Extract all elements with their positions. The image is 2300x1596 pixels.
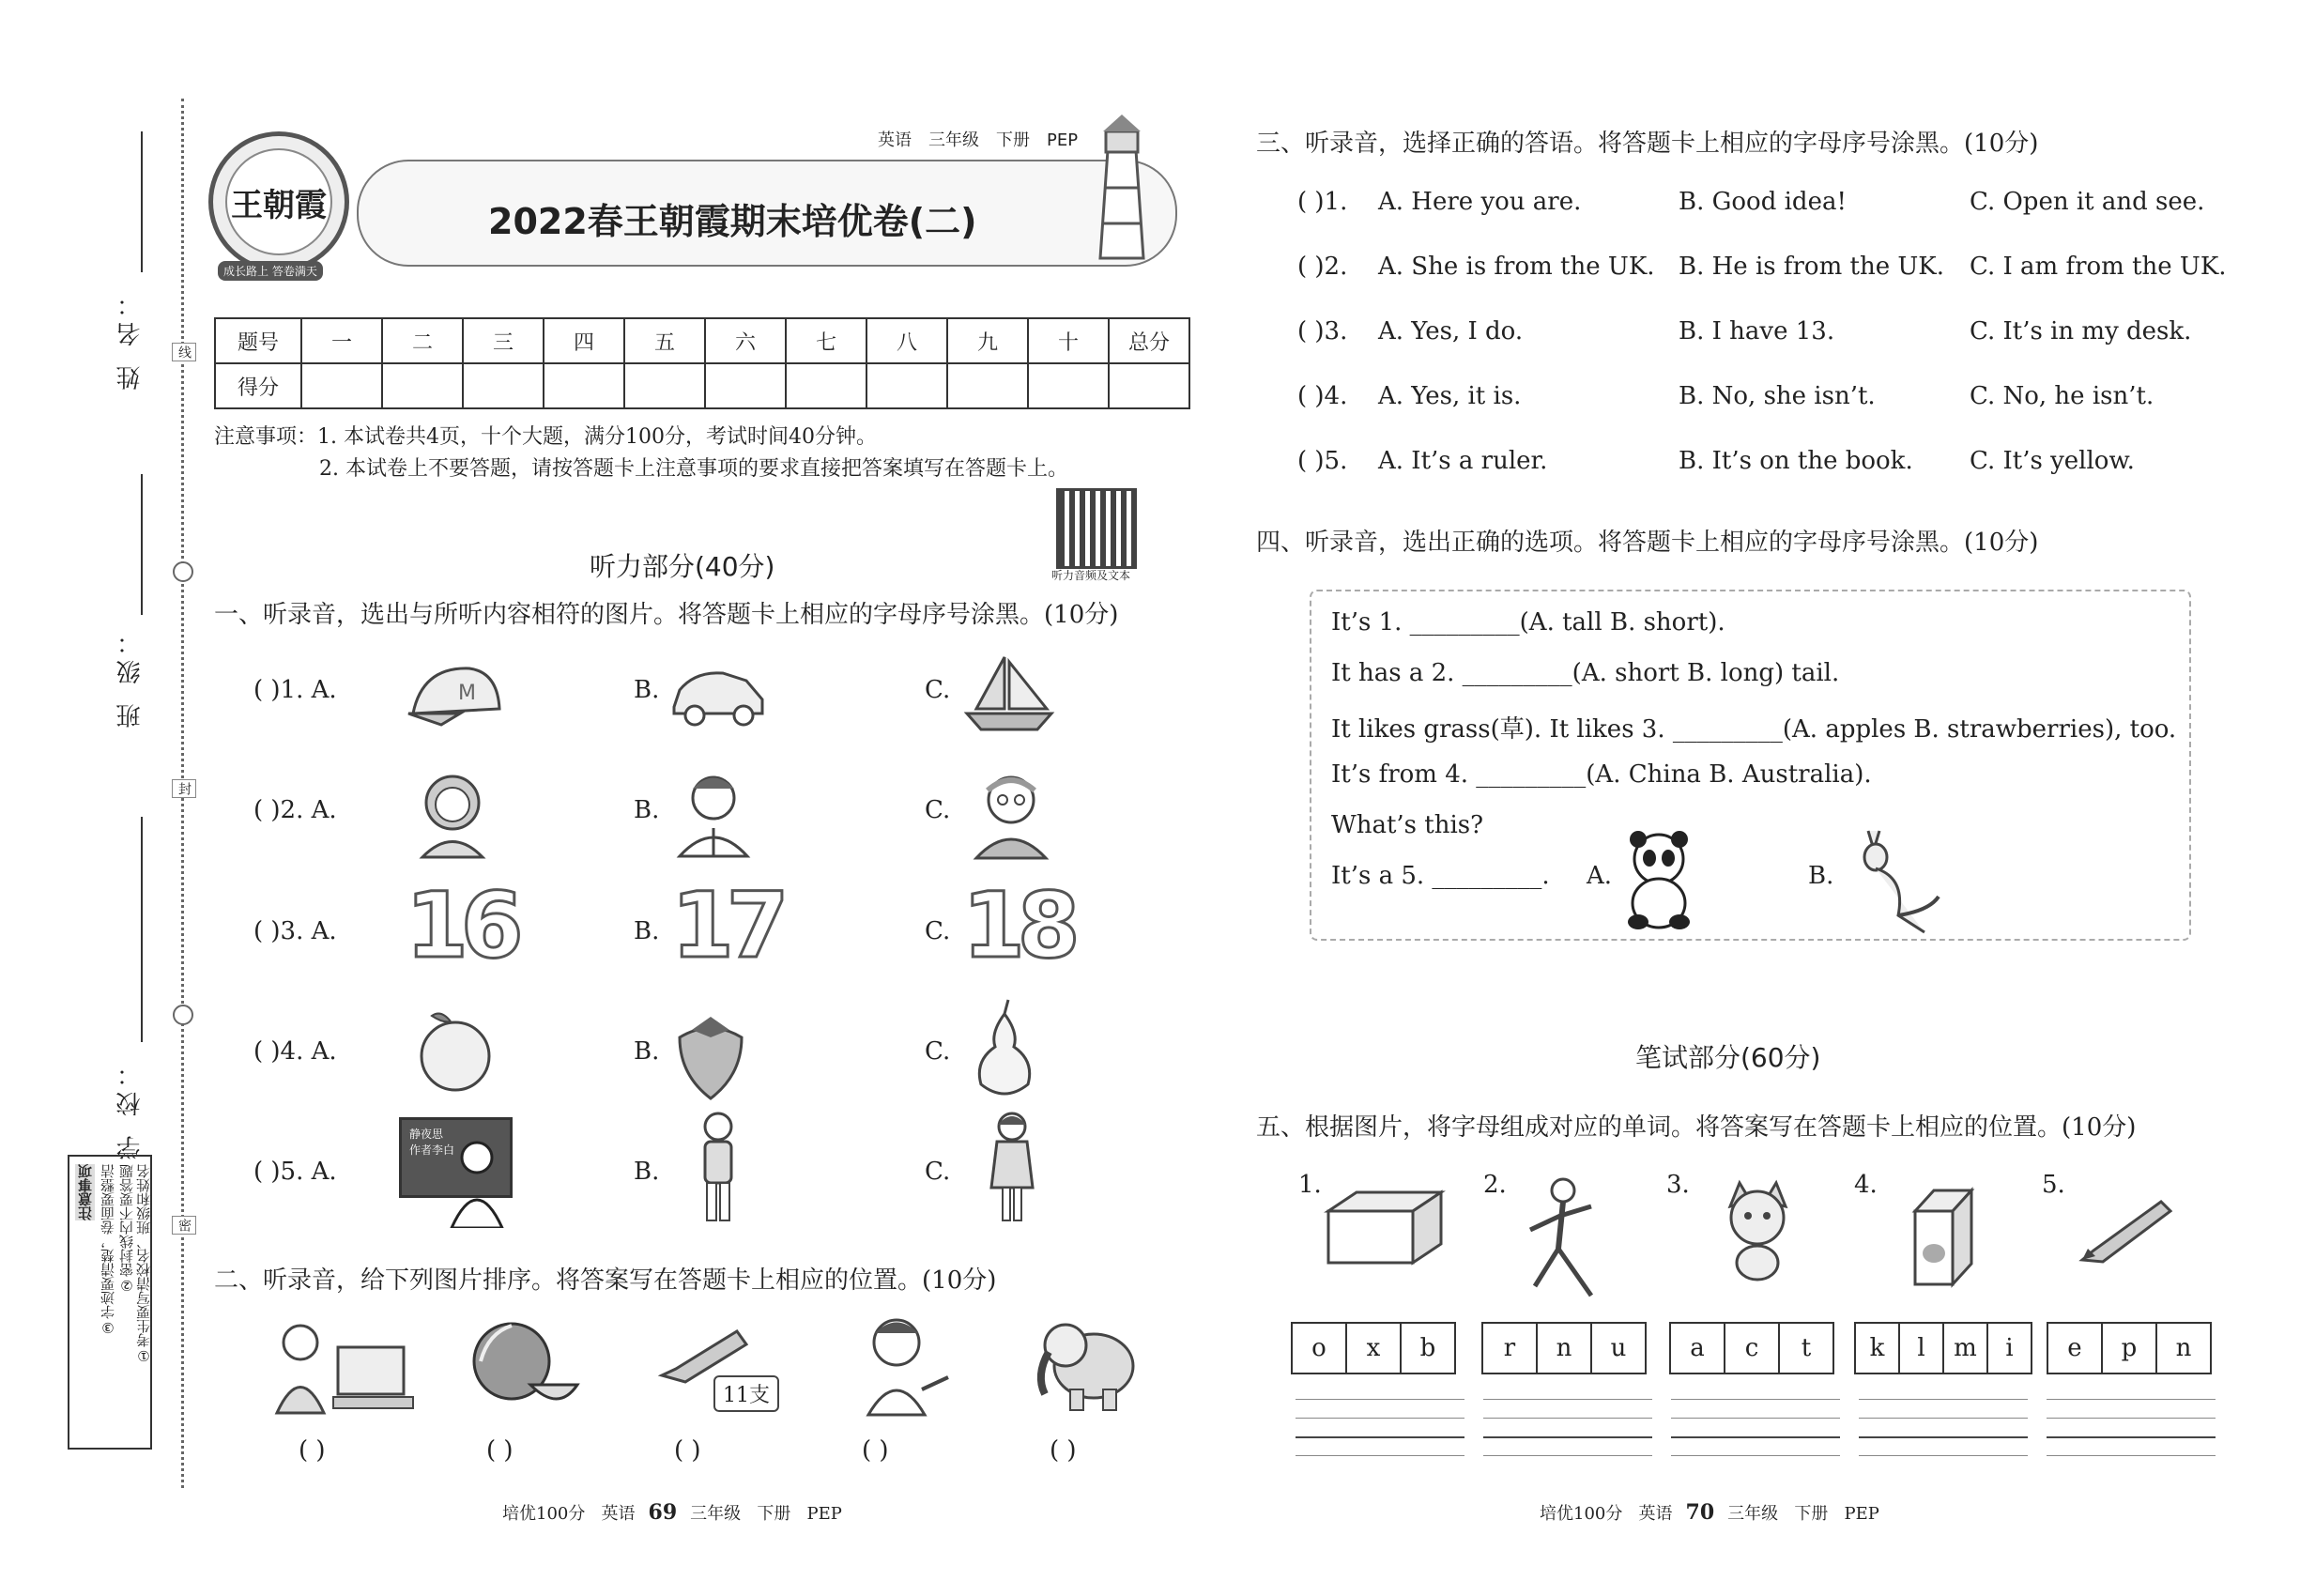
sec5-title — [1256, 1108, 2136, 1143]
sec5-q3-letters — [1669, 1322, 1834, 1374]
binding-hole — [173, 1005, 193, 1025]
qr-code-icon[interactable] — [1056, 488, 1137, 569]
letter-tile: t — [1779, 1323, 1833, 1373]
cat-image[interactable] — [1713, 1178, 1802, 1281]
score-cell[interactable] — [544, 363, 624, 408]
writing-line[interactable] — [1483, 1455, 1652, 1456]
sec2-score: (10分) — [922, 1266, 997, 1295]
sec2-answer-bracket[interactable]: ( ) — [1050, 1436, 1077, 1465]
footer-book: 培优100分 — [1540, 1504, 1623, 1524]
writing-line[interactable] — [2047, 1418, 2216, 1419]
score-table-score-row — [215, 363, 1189, 408]
letter-tile: k — [1855, 1323, 1899, 1373]
score-cell[interactable] — [301, 363, 382, 408]
sec3-q2-option-b[interactable]: B. He is from the UK. — [1679, 253, 1944, 281]
footer-grade: 三年级 — [1727, 1504, 1779, 1524]
milk-image[interactable] — [1901, 1183, 1986, 1291]
sec5-q3-number: 3. — [1666, 1171, 1690, 1199]
teacher-board-text: 静夜思 作者李白 — [409, 1128, 455, 1157]
binding-tag-feng: 封 — [172, 779, 196, 798]
letter-tile: i — [1987, 1323, 2032, 1373]
meta-grade: 三年级 — [928, 130, 979, 150]
footer-volume: 下册 — [757, 1504, 791, 1524]
box-image[interactable] — [1319, 1188, 1446, 1267]
footer-book: 培优100分 — [502, 1504, 586, 1524]
sec3-q1-option-c[interactable]: C. Open it and see. — [1970, 188, 2205, 216]
notes-line-1: 注意事项：1. 本试卷共4页，十个大题，满分100分，考试时间40分钟。 — [214, 425, 877, 449]
notice-title: 注意事项 — [77, 1164, 94, 1220]
sec1-title-text: 一、听录音，选出与所听内容相符的图片。将答题卡上相应的字母序号涂黑。 — [214, 601, 1045, 629]
writing-line[interactable] — [1671, 1418, 1840, 1419]
written-part-title: 笔试部分(60分) — [1635, 1042, 1821, 1073]
writing-line[interactable] — [1483, 1418, 1652, 1419]
writing-line[interactable] — [2047, 1399, 2216, 1400]
class-label: 班 级： — [116, 624, 145, 729]
class-blank[interactable] — [141, 474, 143, 615]
sec3-score: (10分) — [1964, 130, 2039, 158]
sec4-line-6[interactable]: It’s a 5. _________. — [1331, 862, 1550, 890]
sec5-q1-letters — [1291, 1322, 1456, 1374]
score-cell[interactable] — [382, 363, 463, 408]
binding-hole — [173, 561, 193, 582]
score-table-cell: 题号 — [215, 318, 301, 363]
binding-notice-box — [68, 1155, 152, 1450]
grandpa-image[interactable] — [967, 762, 1056, 861]
brand-logo — [208, 131, 349, 272]
teacher-image[interactable] — [399, 1117, 513, 1198]
lighthouse-icon — [1080, 113, 1164, 263]
sec4-line-2[interactable]: It has a 2. _________(A. short B. long) tail. — [1331, 659, 1840, 687]
sec1-title — [214, 595, 1118, 630]
score-cell[interactable] — [866, 363, 947, 408]
pear-image[interactable] — [967, 995, 1042, 1103]
sec3-q1-option-b[interactable]: B. Good idea! — [1679, 188, 1847, 216]
score-table-cell: 七 — [786, 318, 866, 363]
sec3-q3-number[interactable]: ( )3. — [1297, 317, 1348, 345]
sec3-q4-option-b[interactable]: B. No, she isn’t. — [1679, 382, 1876, 410]
car-image[interactable] — [667, 662, 770, 728]
letter-tile: l — [1899, 1323, 1943, 1373]
footer-subject: 英语 — [601, 1504, 636, 1524]
elephant-image[interactable] — [1028, 1310, 1141, 1413]
meta-subject: 英语 — [878, 130, 912, 150]
score-table-cell: 总分 — [1109, 318, 1189, 363]
score-cell[interactable] — [1109, 363, 1189, 408]
boy-pointing-image[interactable] — [854, 1310, 958, 1418]
notice-line: ②密封线内不要答题 — [118, 1164, 135, 1294]
logo-text: 王朝霞 — [225, 148, 332, 255]
writing-line[interactable] — [1296, 1399, 1464, 1400]
sec5-title-text: 五、根据图片，将字母组成对应的单词。将答案写在答题卡上相应的位置。 — [1256, 1113, 2062, 1142]
letter-tile: m — [1943, 1323, 1987, 1373]
cap-image[interactable] — [404, 657, 507, 732]
writing-line[interactable] — [1671, 1455, 1840, 1456]
sec3-title-text: 三、听录音，选择正确的答语。将答题卡上相应的字母序号涂黑。 — [1256, 130, 1965, 158]
notice-line: ①考生要写清校名、班级和姓名 — [135, 1164, 152, 1364]
sec5-q5-number: 5. — [2042, 1171, 2065, 1199]
sec3-q1-option-a[interactable]: A. Here you are. — [1378, 188, 1582, 216]
letter-tile: a — [1670, 1323, 1725, 1373]
sec1-q1-number: ( )1. A. — [253, 676, 337, 704]
letter-tile: n — [2156, 1323, 2211, 1373]
footer-edition: PEP — [1844, 1504, 1879, 1524]
writing-line[interactable] — [1671, 1436, 1840, 1438]
sec5-q1-number: 1. — [1298, 1171, 1322, 1199]
score-cell[interactable] — [624, 363, 705, 408]
page-title: 2022春王朝霞期末培优卷(二) — [488, 201, 977, 242]
crayon-count-label: 11支 — [713, 1375, 779, 1412]
school-blank[interactable] — [141, 817, 143, 1042]
sec4-line-5: What’s this? — [1331, 811, 1484, 839]
letter-tile: b — [1401, 1323, 1455, 1373]
writing-line[interactable] — [1859, 1436, 2028, 1438]
boy-image[interactable] — [690, 1108, 746, 1230]
meta-line — [878, 127, 1095, 151]
sec3-q2-option-a[interactable]: A. She is from the UK. — [1378, 253, 1655, 281]
sec1-q1-c-label: C. — [925, 676, 951, 704]
man-image[interactable] — [667, 762, 760, 861]
sec1-q5-number: ( )5. A. — [253, 1158, 337, 1186]
score-table-cell: 二 — [382, 318, 463, 363]
score-table — [214, 317, 1190, 409]
sec2-title — [214, 1261, 996, 1296]
sec5-q4-letters — [1854, 1322, 2032, 1374]
writing-line[interactable] — [2047, 1455, 2216, 1456]
writing-line[interactable] — [1296, 1455, 1464, 1456]
writing-line[interactable] — [1859, 1455, 2028, 1456]
sec4-score: (10分) — [1964, 529, 2039, 557]
sec4-line-4[interactable]: It’s from 4. _________(A. China B. Australia). — [1331, 760, 1872, 789]
sec3-q2-number[interactable]: ( )2. — [1297, 253, 1348, 281]
qr-caption: 听力音频及文本 — [1051, 569, 1131, 582]
score-cell[interactable] — [463, 363, 544, 408]
school-label: 学 校： — [116, 1056, 145, 1160]
score-table-cell: 一 — [301, 318, 382, 363]
sec2-answer-bracket[interactable]: ( ) — [674, 1436, 701, 1465]
sec3-q2-option-c[interactable]: C. I am from the UK. — [1970, 253, 2227, 281]
footer-subject: 英语 — [1638, 1504, 1673, 1524]
number-17-image[interactable]: 17 — [671, 873, 782, 978]
sec5-q2-letters — [1481, 1322, 1647, 1374]
watermelon-image[interactable] — [469, 1314, 582, 1413]
footer-right — [1540, 1500, 1879, 1525]
sec1-q2-b-label: B. — [634, 796, 660, 824]
sec1-q5-c-label: C. — [925, 1158, 951, 1186]
sec1-q2-c-label: C. — [925, 796, 951, 824]
binding-tag-mi: 密 — [172, 1216, 196, 1235]
strawberry-image[interactable] — [668, 1009, 753, 1103]
footer-volume: 下册 — [1794, 1504, 1829, 1524]
score-table-cell: 八 — [866, 318, 947, 363]
pen-image[interactable] — [2075, 1192, 2178, 1267]
sec2-answer-bracket[interactable]: ( ) — [862, 1436, 889, 1465]
sec3-q5-option-a[interactable]: A. It’s a ruler. — [1378, 447, 1548, 475]
letter-tile: e — [2047, 1323, 2102, 1373]
sec1-q2-number: ( )2. A. — [253, 796, 337, 824]
score-table-cell: 六 — [705, 318, 786, 363]
writing-line[interactable] — [1859, 1418, 2028, 1419]
writing-line[interactable] — [1296, 1418, 1464, 1419]
writing-line[interactable] — [1859, 1399, 2028, 1400]
sec1-q4-number: ( )4. A. — [253, 1037, 337, 1066]
sec1-q1-b-label: B. — [634, 676, 660, 704]
sec1-q3-b-label: B. — [634, 917, 660, 945]
kangaroo-image[interactable] — [1840, 821, 1943, 939]
score-table-cell: 得分 — [215, 363, 301, 408]
score-cell[interactable] — [786, 363, 866, 408]
sec1-q5-b-label: B. — [634, 1158, 660, 1186]
sec5-q5-letters — [2047, 1322, 2212, 1374]
sec3-q5-option-c[interactable]: C. It’s yellow. — [1970, 447, 2135, 475]
score-cell[interactable] — [1028, 363, 1109, 408]
sec1-score: (10分) — [1044, 601, 1119, 629]
letter-tile: n — [1537, 1323, 1591, 1373]
name-label: 姓 名： — [116, 286, 145, 391]
name-blank[interactable] — [141, 131, 143, 272]
letter-tile: o — [1292, 1323, 1346, 1373]
letter-tile: r — [1482, 1323, 1537, 1373]
sec4-line-3[interactable]: It likes grass(草). It likes 3. _________(A. apples B. strawberries), too. — [1331, 715, 2177, 744]
boat-image[interactable] — [962, 652, 1056, 737]
sec3-q4-option-c[interactable]: C. No, he isn’t. — [1970, 382, 2154, 410]
sec3-q3-option-b[interactable]: B. I have 13. — [1679, 317, 1835, 345]
sec3-q3-option-c[interactable]: C. It’s in my desk. — [1970, 317, 2192, 345]
score-cell[interactable] — [705, 363, 786, 408]
sec3-q3-option-a[interactable]: A. Yes, I do. — [1378, 317, 1524, 345]
score-table-header-row — [215, 318, 1189, 363]
sec2-answer-bracket[interactable]: ( ) — [299, 1436, 326, 1465]
sec1-q3-c-label: C. — [925, 917, 951, 945]
sec2-answer-bracket[interactable]: ( ) — [486, 1436, 514, 1465]
sec5-q2-number: 2. — [1483, 1171, 1507, 1199]
sec4-title — [1256, 523, 2038, 558]
sec4-option-a-label: A. — [1587, 862, 1613, 890]
girl-image[interactable] — [984, 1108, 1040, 1230]
sec1-q4-c-label: C. — [925, 1037, 951, 1066]
panda-image[interactable] — [1619, 826, 1699, 934]
sec4-option-b-label: B. — [1808, 862, 1834, 890]
writing-line[interactable] — [1483, 1399, 1652, 1400]
sec1-q3-number: ( )3. A. — [253, 917, 337, 945]
sec3-title — [1256, 124, 2038, 159]
sec1-q4-b-label: B. — [634, 1037, 660, 1066]
notes-line-2: 2. 本试卷上不要答题，请按答题卡上注意事项的要求直接把答案填写在答题卡上。 — [319, 457, 1068, 481]
letter-tile: p — [2102, 1323, 2156, 1373]
letter-tile: u — [1591, 1323, 1646, 1373]
sec5-q4-number: 4. — [1854, 1171, 1878, 1199]
writing-line[interactable] — [1671, 1399, 1840, 1400]
meta-volume: 下册 — [996, 130, 1030, 150]
binding-tag-xian: 线 — [172, 343, 196, 361]
logo-slogan: 成长路上 答卷满天 — [218, 261, 323, 281]
number-18-image[interactable]: 18 — [962, 873, 1073, 978]
score-table-cell: 三 — [463, 318, 544, 363]
score-table-cell: 四 — [544, 318, 624, 363]
letter-tile: x — [1346, 1323, 1401, 1373]
notice-line: ③字迹要清楚，卷面要整洁 — [100, 1164, 116, 1336]
score-cell[interactable] — [947, 363, 1028, 408]
sec4-title-text: 四、听录音，选出正确的选项。将答题卡上相应的字母序号涂黑。 — [1256, 529, 1965, 557]
girl-using-computer-image[interactable] — [258, 1314, 427, 1418]
sec5-score: (10分) — [2062, 1113, 2137, 1142]
score-table-cell: 九 — [947, 318, 1028, 363]
sec3-q4-number[interactable]: ( )4. — [1297, 382, 1348, 410]
score-table-cell: 五 — [624, 318, 705, 363]
score-table-cell: 十 — [1028, 318, 1109, 363]
footer-grade: 三年级 — [690, 1504, 742, 1524]
sec3-q4-option-a[interactable]: A. Yes, it is. — [1378, 382, 1522, 410]
listening-part-title: 听力部分(40分) — [590, 551, 775, 582]
sec3-q5-number[interactable]: ( )5. — [1297, 447, 1348, 475]
footer-edition: PEP — [806, 1504, 842, 1524]
sec3-q1-number[interactable]: ( )1. — [1297, 188, 1348, 216]
sec3-q5-option-b[interactable]: B. It’s on the book. — [1679, 447, 1913, 475]
footer-left — [502, 1500, 842, 1525]
running-man-image[interactable] — [1511, 1174, 1615, 1310]
sec2-title-text: 二、听录音，给下列图片排序。将答案写在答题卡上相应的位置。 — [214, 1266, 923, 1295]
writing-line[interactable] — [2047, 1436, 2216, 1438]
meta-edition: PEP — [1047, 130, 1079, 150]
page-number: 69 — [648, 1500, 678, 1525]
writing-line[interactable] — [1483, 1436, 1652, 1438]
orange-image[interactable] — [413, 1005, 498, 1098]
woman-image[interactable] — [406, 765, 499, 859]
sec4-line-1[interactable]: It’s 1. _________(A. tall B. short). — [1331, 608, 1725, 637]
svg-text:M: M — [458, 682, 476, 705]
letter-tile: c — [1725, 1323, 1779, 1373]
writing-line[interactable] — [1296, 1436, 1464, 1438]
page-number: 70 — [1685, 1500, 1715, 1525]
number-16-image[interactable]: 16 — [406, 873, 516, 978]
